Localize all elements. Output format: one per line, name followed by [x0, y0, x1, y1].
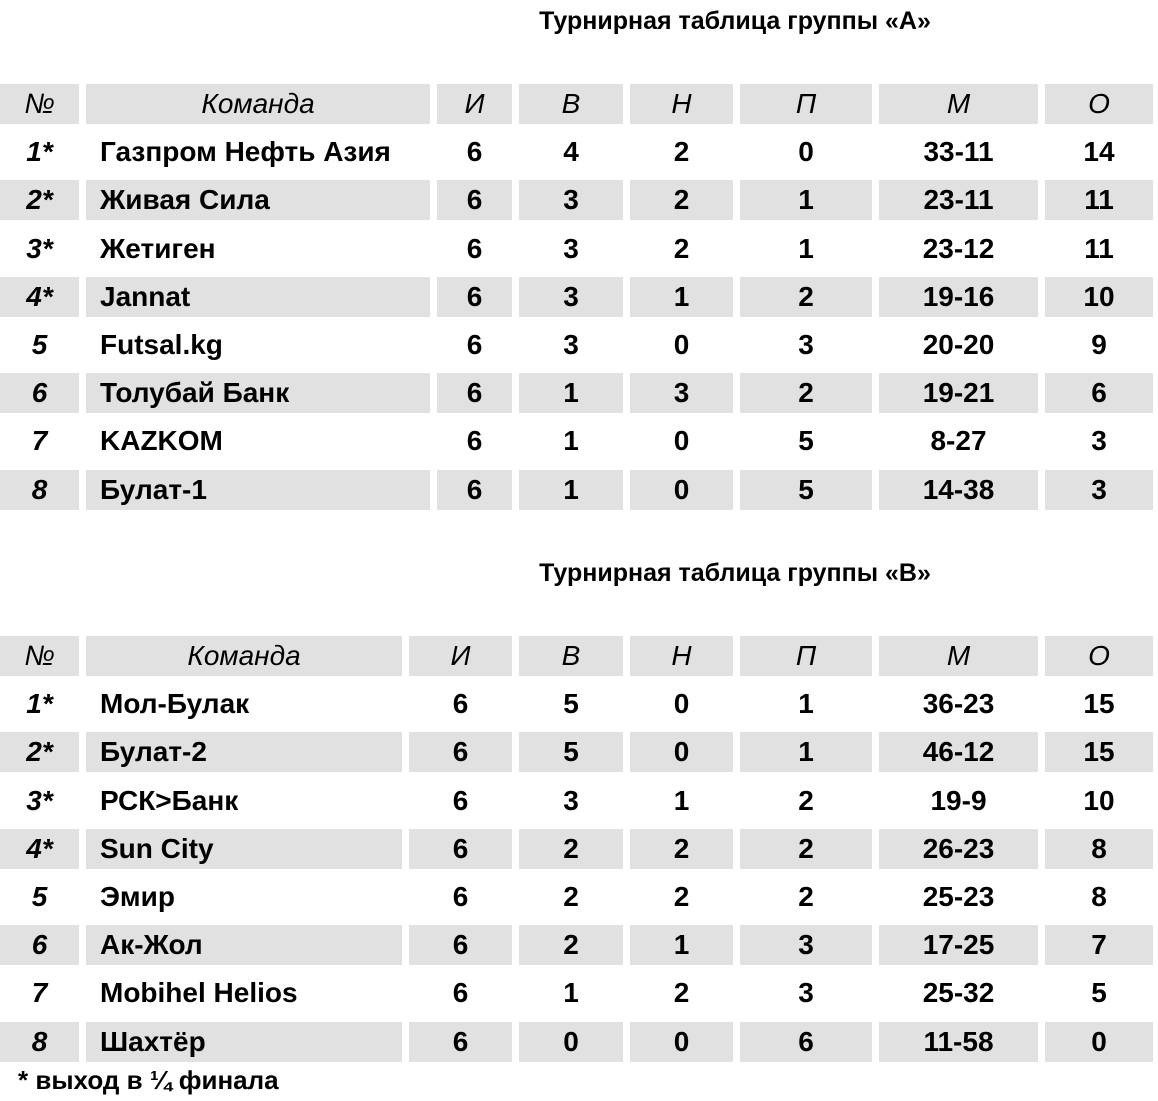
losses-cell: 1	[798, 232, 814, 264]
losses-cell: 3	[798, 977, 814, 1009]
points-cell: 10	[1083, 784, 1115, 816]
header-goals-cell: М	[879, 84, 1038, 124]
table-row	[0, 1020, 1158, 1068]
team-name-cell: Эмир	[100, 880, 175, 912]
team-name-cell: Толубай Банк	[86, 373, 430, 413]
games-played-cell: 6	[452, 977, 469, 1009]
games-played-cell: 6	[409, 925, 512, 965]
goals-cell: 17-25	[879, 925, 1038, 965]
table-row	[0, 275, 1158, 323]
draws-cell: 0	[673, 425, 690, 457]
table-row	[0, 827, 1158, 875]
table-row	[0, 323, 1158, 371]
losses-cell: 1	[740, 180, 872, 220]
header-losses-cell: П	[740, 636, 872, 676]
position-cell: 6	[0, 925, 79, 965]
losses-cell: 0	[798, 136, 814, 168]
games-played-cell: 6	[466, 136, 483, 168]
wins-cell: 2	[563, 880, 579, 912]
games-played-cell: 6	[409, 1022, 512, 1062]
games-played-cell: 6	[466, 232, 483, 264]
draws-cell: 2	[673, 136, 690, 168]
games-played-cell: 6	[466, 425, 483, 457]
team-name-cell: Шахтёр	[86, 1022, 402, 1062]
goals-cell: 8-27	[930, 425, 987, 457]
table-row	[0, 923, 1158, 971]
games-played-cell: 6	[409, 829, 512, 869]
table-row	[0, 371, 1158, 419]
table-row	[0, 227, 1158, 275]
header-wins-cell: В	[519, 84, 623, 124]
goals-cell: 23-11	[879, 180, 1038, 220]
header-draws-cell: Н	[630, 84, 733, 124]
position-cell: 2*	[0, 732, 79, 772]
goals-cell: 11-58	[879, 1022, 1038, 1062]
header-points-cell: О	[1045, 84, 1153, 124]
table-header-row	[0, 634, 1158, 682]
wins-cell: 1	[563, 977, 579, 1009]
position-cell: 2*	[0, 180, 79, 220]
games-played-cell: 6	[452, 784, 469, 816]
team-name-cell: Живая Сила	[86, 180, 430, 220]
losses-cell: 2	[798, 784, 814, 816]
draws-cell: 0	[630, 1022, 733, 1062]
wins-cell: 1	[563, 425, 579, 457]
wins-cell: 3	[519, 180, 623, 220]
group-a-title: Турнирная таблица группы «А»	[539, 7, 931, 35]
points-cell: 5	[1091, 977, 1107, 1009]
points-cell: 11	[1045, 180, 1153, 220]
points-cell: 8	[1091, 880, 1107, 912]
goals-cell: 46-12	[879, 732, 1038, 772]
wins-cell: 3	[563, 232, 579, 264]
wins-cell: 0	[519, 1022, 623, 1062]
points-cell: 11	[1084, 232, 1114, 264]
header-goals-cell: М	[879, 636, 1038, 676]
goals-cell: 20-20	[922, 328, 995, 360]
draws-cell: 2	[673, 232, 690, 264]
goals-cell: 33-11	[923, 136, 994, 168]
position-cell: 6	[0, 373, 79, 413]
header-games-played-cell: И	[437, 84, 512, 124]
position-cell: 7	[31, 425, 48, 457]
losses-cell: 3	[798, 328, 814, 360]
position-cell: 3*	[26, 232, 53, 264]
points-cell: 10	[1045, 277, 1153, 317]
draws-cell: 3	[630, 373, 733, 413]
table-row	[0, 130, 1158, 178]
group-b-standings-table	[0, 634, 1158, 1068]
games-played-cell: 6	[452, 880, 469, 912]
team-name-cell: Булат-2	[86, 732, 402, 772]
points-cell: 3	[1045, 470, 1153, 510]
goals-cell: 36-23	[922, 688, 995, 720]
header-draws-cell: Н	[630, 636, 733, 676]
goals-cell: 23-12	[922, 232, 995, 264]
points-cell: 14	[1083, 136, 1115, 168]
header-team-name-cell: Команда	[86, 84, 430, 124]
points-cell: 9	[1091, 328, 1107, 360]
points-cell: 3	[1091, 425, 1107, 457]
games-played-cell: 6	[409, 732, 512, 772]
table-row	[0, 730, 1158, 778]
losses-cell: 6	[740, 1022, 872, 1062]
team-name-cell: Jannat	[86, 277, 430, 317]
wins-cell: 2	[519, 829, 623, 869]
table-row	[0, 875, 1158, 923]
wins-cell: 5	[519, 732, 623, 772]
draws-cell: 0	[673, 328, 690, 360]
draws-cell: 1	[630, 925, 733, 965]
games-played-cell: 6	[437, 373, 512, 413]
footnote: * выход в ¼ финала	[18, 1065, 279, 1095]
goals-cell: 19-9	[930, 784, 987, 816]
goals-cell: 14-38	[879, 470, 1038, 510]
position-cell: 1*	[26, 688, 53, 720]
games-played-cell: 6	[452, 688, 469, 720]
losses-cell: 1	[798, 688, 814, 720]
position-cell: 5	[31, 328, 48, 360]
team-name-cell: Futsal.kg	[100, 328, 223, 360]
points-cell: 6	[1045, 373, 1153, 413]
draws-cell: 2	[630, 180, 733, 220]
losses-cell: 3	[740, 925, 872, 965]
goals-cell: 19-16	[879, 277, 1038, 317]
games-played-cell: 6	[437, 277, 512, 317]
draws-cell: 2	[630, 829, 733, 869]
games-played-cell: 6	[437, 470, 512, 510]
header-wins-cell: В	[519, 636, 623, 676]
goals-cell: 19-21	[879, 373, 1038, 413]
header-position-cell: №	[0, 636, 79, 676]
draws-cell: 0	[673, 688, 690, 720]
losses-cell: 2	[740, 277, 872, 317]
wins-cell: 5	[563, 688, 579, 720]
team-name-cell: РСК>Банк	[100, 784, 239, 816]
goals-cell: 25-32	[922, 977, 995, 1009]
wins-cell: 2	[519, 925, 623, 965]
points-cell: 0	[1045, 1022, 1153, 1062]
goals-cell: 26-23	[879, 829, 1038, 869]
draws-cell: 1	[673, 784, 690, 816]
header-position-cell: №	[0, 84, 79, 124]
table-row	[0, 779, 1158, 827]
wins-cell: 1	[519, 373, 623, 413]
games-played-cell: 6	[466, 328, 483, 360]
header-losses-cell: П	[740, 84, 872, 124]
table-row	[0, 682, 1158, 730]
team-name-cell: Sun City	[86, 829, 402, 869]
wins-cell: 3	[519, 277, 623, 317]
wins-cell: 3	[563, 328, 579, 360]
draws-cell: 2	[673, 977, 690, 1009]
table-row	[0, 971, 1158, 1019]
games-played-cell: 6	[437, 180, 512, 220]
header-points-cell: О	[1045, 636, 1153, 676]
losses-cell: 2	[740, 829, 872, 869]
team-name-cell: Газпром Нефть Азия	[100, 136, 391, 168]
wins-cell: 3	[563, 784, 579, 816]
losses-cell: 1	[740, 732, 872, 772]
team-name-cell: KAZKOM	[100, 425, 223, 457]
position-cell: 7	[31, 977, 48, 1009]
points-cell: 15	[1083, 688, 1115, 720]
team-name-cell: Мол-Булак	[100, 688, 250, 720]
group-b-title: Турнирная таблица группы «В»	[539, 559, 931, 587]
position-cell: 4*	[0, 829, 79, 869]
draws-cell: 0	[630, 732, 733, 772]
draws-cell: 2	[673, 880, 690, 912]
draws-cell: 0	[630, 470, 733, 510]
table-row	[0, 419, 1158, 467]
position-cell: 3*	[26, 784, 53, 816]
team-name-cell: Mobihel Helios	[100, 977, 298, 1009]
losses-cell: 5	[798, 425, 814, 457]
position-cell: 5	[31, 880, 48, 912]
points-cell: 15	[1045, 732, 1153, 772]
header-games-played-cell: И	[409, 636, 512, 676]
group-a-standings-table	[0, 82, 1158, 516]
header-team-name-cell: Команда	[86, 636, 402, 676]
table-header-row	[0, 82, 1158, 130]
table-row	[0, 468, 1158, 516]
goals-cell: 25-23	[922, 880, 995, 912]
points-cell: 8	[1045, 829, 1153, 869]
losses-cell: 2	[740, 373, 872, 413]
position-cell: 8	[0, 470, 79, 510]
team-name-cell: Булат-1	[86, 470, 430, 510]
points-cell: 7	[1045, 925, 1153, 965]
losses-cell: 5	[740, 470, 872, 510]
losses-cell: 2	[798, 880, 814, 912]
position-cell: 1*	[26, 136, 53, 168]
position-cell: 4*	[0, 277, 79, 317]
wins-cell: 1	[519, 470, 623, 510]
team-name-cell: Жетиген	[100, 232, 216, 264]
wins-cell: 4	[563, 136, 579, 168]
table-row	[0, 178, 1158, 226]
draws-cell: 1	[630, 277, 733, 317]
position-cell: 8	[0, 1022, 79, 1062]
team-name-cell: Ак-Жол	[86, 925, 402, 965]
